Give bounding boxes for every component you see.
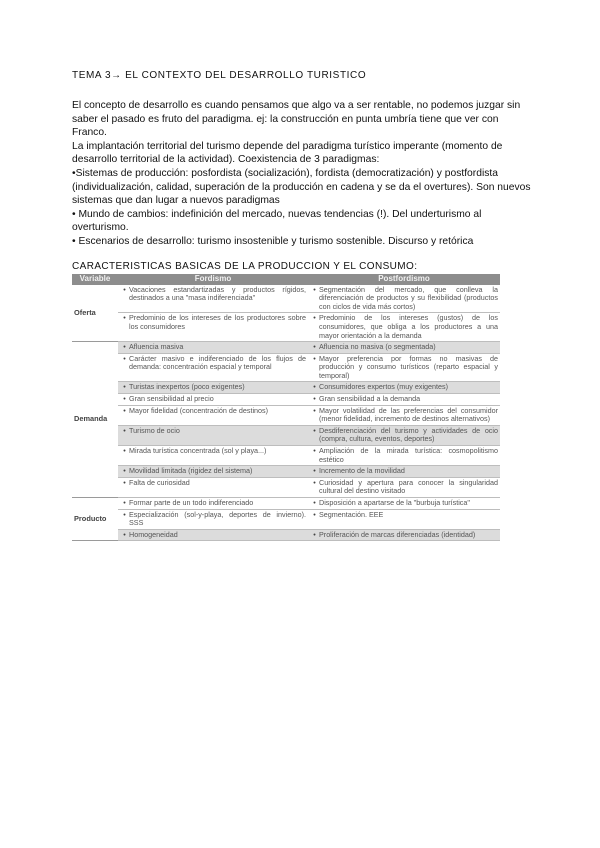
cell-text: Turismo de ocio xyxy=(129,425,180,435)
cell-text: Ampliación de la mirada turística: cosmopolitismo estético xyxy=(319,446,498,464)
table-row xyxy=(72,529,500,541)
bullet-icon: • xyxy=(123,425,126,435)
fordismo-cell xyxy=(118,529,308,541)
bullet-icon: • xyxy=(123,382,126,392)
paragraph-escenarios: • Escenarios de desarrollo: turismo insostenible y turismo sostenible. Discurso y retórica xyxy=(72,235,474,247)
document-title: TEMA 3→ EL CONTEXTO DEL DESARROLLO TURISTICO xyxy=(72,70,367,81)
bullet-icon: • xyxy=(313,405,316,415)
cell-text: Mirada turística concentrada (sol y playa...) xyxy=(129,446,267,456)
bullet-icon: • xyxy=(313,446,316,456)
postfordismo-cell xyxy=(308,382,500,394)
postfordismo-cell xyxy=(308,529,500,541)
cell-text: Especialización (sol-y-playa, deportes de invierno). SSS xyxy=(129,509,306,528)
table-body xyxy=(72,285,500,541)
paragraph-desarrollo: El concepto de desarrollo es cuando pensamos que algo va a ser rentable, no podemos juzgar sin saber el pasado es fruto del paradigma. ej: la construcción en punta umbría tiene que ver con Franco. xyxy=(72,100,521,139)
postfordismo-cell xyxy=(308,477,500,497)
postfordismo-cell xyxy=(308,446,500,466)
table-row xyxy=(72,313,500,342)
cell-text: Predominio de los intereses (gustos) de los consumidores, que obliga a los productores a una mayor orientación a la demanda xyxy=(319,313,498,340)
table-row xyxy=(72,446,500,466)
postfordismo-cell xyxy=(308,509,500,529)
table-row xyxy=(72,394,500,406)
paragraph-implantacion: La implantación territorial del turismo depende del paradigma turístico imperante (momento de desarrollo territorial de la actividad). Coexistencia de 3 paradigmas: xyxy=(72,140,503,166)
cell-text: Homogeneidad xyxy=(129,529,178,539)
fordismo-cell xyxy=(118,394,308,406)
cell-text: Mayor preferencia por formas no masivas de producción y consumo turísticos (reparto espacial y temporal) xyxy=(319,353,498,380)
bullet-icon: • xyxy=(313,529,316,539)
fordismo-cell xyxy=(118,425,308,445)
bullet-icon: • xyxy=(123,466,126,476)
cell-text: Falta de curiosidad xyxy=(129,477,190,487)
variable-cell: Demanda xyxy=(72,342,118,498)
fordismo-cell xyxy=(118,382,308,394)
bullet-icon: • xyxy=(313,342,316,352)
bullet-icon: • xyxy=(313,382,316,392)
document-page xyxy=(72,70,532,541)
postfordismo-cell xyxy=(308,466,500,478)
bullet-icon: • xyxy=(313,498,316,507)
fordismo-cell xyxy=(118,466,308,478)
bullet-icon: • xyxy=(123,405,126,415)
cell-text: Desdiferenciación del turismo y actividades de ocio (compra, cultura, eventos, deportes) xyxy=(319,425,498,444)
table-row xyxy=(72,353,500,382)
table-row xyxy=(72,509,500,529)
fordismo-cell xyxy=(118,498,308,510)
cell-text: Afluencia masiva xyxy=(129,342,184,352)
bullet-icon: • xyxy=(313,509,316,519)
postfordismo-cell xyxy=(308,394,500,406)
table-row xyxy=(72,342,500,354)
bullet-icon: • xyxy=(123,313,126,323)
fordismo-cell xyxy=(118,285,308,313)
cell-text: Incremento de la movilidad xyxy=(319,466,405,476)
postfordismo-cell xyxy=(308,285,500,313)
bullet-icon: • xyxy=(123,529,126,539)
bullet-icon: • xyxy=(123,477,126,487)
cell-text: Movilidad limitada (rigidez del sistema) xyxy=(129,466,253,476)
bullet-icon: • xyxy=(313,284,316,294)
table-row xyxy=(72,425,500,445)
bullet-icon: • xyxy=(123,353,126,363)
variable-cell: Producto xyxy=(72,498,118,541)
cell-text: Mayor volatilidad de las preferencias del consumidor (menor fidelidad, incremento de destinos alternativos) xyxy=(319,405,498,424)
fordismo-cell xyxy=(118,405,308,425)
paragraph-sistemas: •Sistemas de producción: posfordista (socialización), fordista (democratización) y postfordista (individualización, calidad, superación de la producción en cadena y se da el overtures). Son nuevos sistemas que dan lugar a nuevos paradigmas xyxy=(72,167,531,207)
cell-text: Curiosidad y apertura para conocer la singularidad cultural del destino visitado xyxy=(319,477,498,496)
header-fordismo: Fordismo xyxy=(118,274,308,285)
cell-text: Gran sensibilidad al precio xyxy=(129,394,214,404)
variable-cell: Oferta xyxy=(72,285,118,342)
cell-text: Segmentación del mercado, que conlleva la diferenciación de productos y su flexibilidad (productos con ciclos de vida más cortos) xyxy=(319,284,498,311)
bullet-icon: • xyxy=(313,425,316,435)
bullet-icon: • xyxy=(123,446,126,456)
header-postfordismo: Postfordismo xyxy=(308,274,500,285)
table-row xyxy=(72,382,500,394)
section-title: CARACTERISTICAS BASICAS DE LA PRODUCCION Y EL CONSUMO: xyxy=(72,260,418,272)
cell-text: Segmentación. EEE xyxy=(319,509,384,519)
postfordismo-cell xyxy=(308,425,500,445)
table-row xyxy=(72,285,500,313)
postfordismo-cell xyxy=(308,342,500,354)
bullet-icon: • xyxy=(313,477,316,487)
bullet-icon: • xyxy=(123,498,126,507)
bullet-icon: • xyxy=(313,466,316,476)
paragraph-mundo-cambios: • Mundo de cambios: indefinición del mercado, nuevas tendencias (!). Del underturismo al overturismo. xyxy=(72,208,482,234)
header-variable: Variable xyxy=(72,274,118,285)
fordismo-cell xyxy=(118,446,308,466)
table-row xyxy=(72,405,500,425)
cell-text: Proliferación de marcas diferenciadas (identidad) xyxy=(319,529,476,539)
postfordismo-cell xyxy=(308,353,500,382)
fordismo-cell xyxy=(118,477,308,497)
fordismo-cell xyxy=(118,342,308,354)
table-row xyxy=(72,466,500,478)
postfordismo-cell xyxy=(308,405,500,425)
bullet-icon: • xyxy=(123,394,126,404)
cell-text: Disposición a apartarse de la "burbuja turística" xyxy=(319,498,470,507)
fordismo-cell xyxy=(118,313,308,342)
cell-text: Predominio de los intereses de los productores sobre los consumidores xyxy=(129,313,306,331)
fordismo-cell xyxy=(118,509,308,529)
bullet-icon: • xyxy=(313,394,316,404)
cell-text: Afluencia no masiva (o segmentada) xyxy=(319,342,436,352)
bullet-icon: • xyxy=(123,284,126,294)
fordismo-cell xyxy=(118,353,308,382)
cell-text: Formar parte de un todo indiferenciado xyxy=(129,498,254,507)
postfordismo-cell xyxy=(308,498,500,510)
bullet-icon: • xyxy=(313,313,316,323)
cell-text: Carácter masivo e indiferenciado de los flujos de demanda: concentración espacial y temporal xyxy=(129,353,306,372)
postfordismo-cell xyxy=(308,313,500,342)
table-row xyxy=(72,477,500,497)
table-row xyxy=(72,498,500,510)
bullet-icon: • xyxy=(123,509,126,519)
characteristics-table xyxy=(72,274,500,542)
cell-text: Mayor fidelidad (concentración de destinos) xyxy=(129,405,269,415)
cell-text: Turistas inexpertos (poco exigentes) xyxy=(129,382,245,392)
bullet-icon: • xyxy=(313,353,316,363)
cell-text: Consumidores expertos (muy exigentes) xyxy=(319,382,449,392)
bullet-icon: • xyxy=(123,342,126,352)
cell-text: Vacaciones estandartizadas y productos rígidos, destinados a una "masa indiferenciada" xyxy=(129,284,306,303)
cell-text: Gran sensibilidad a la demanda xyxy=(319,394,421,404)
